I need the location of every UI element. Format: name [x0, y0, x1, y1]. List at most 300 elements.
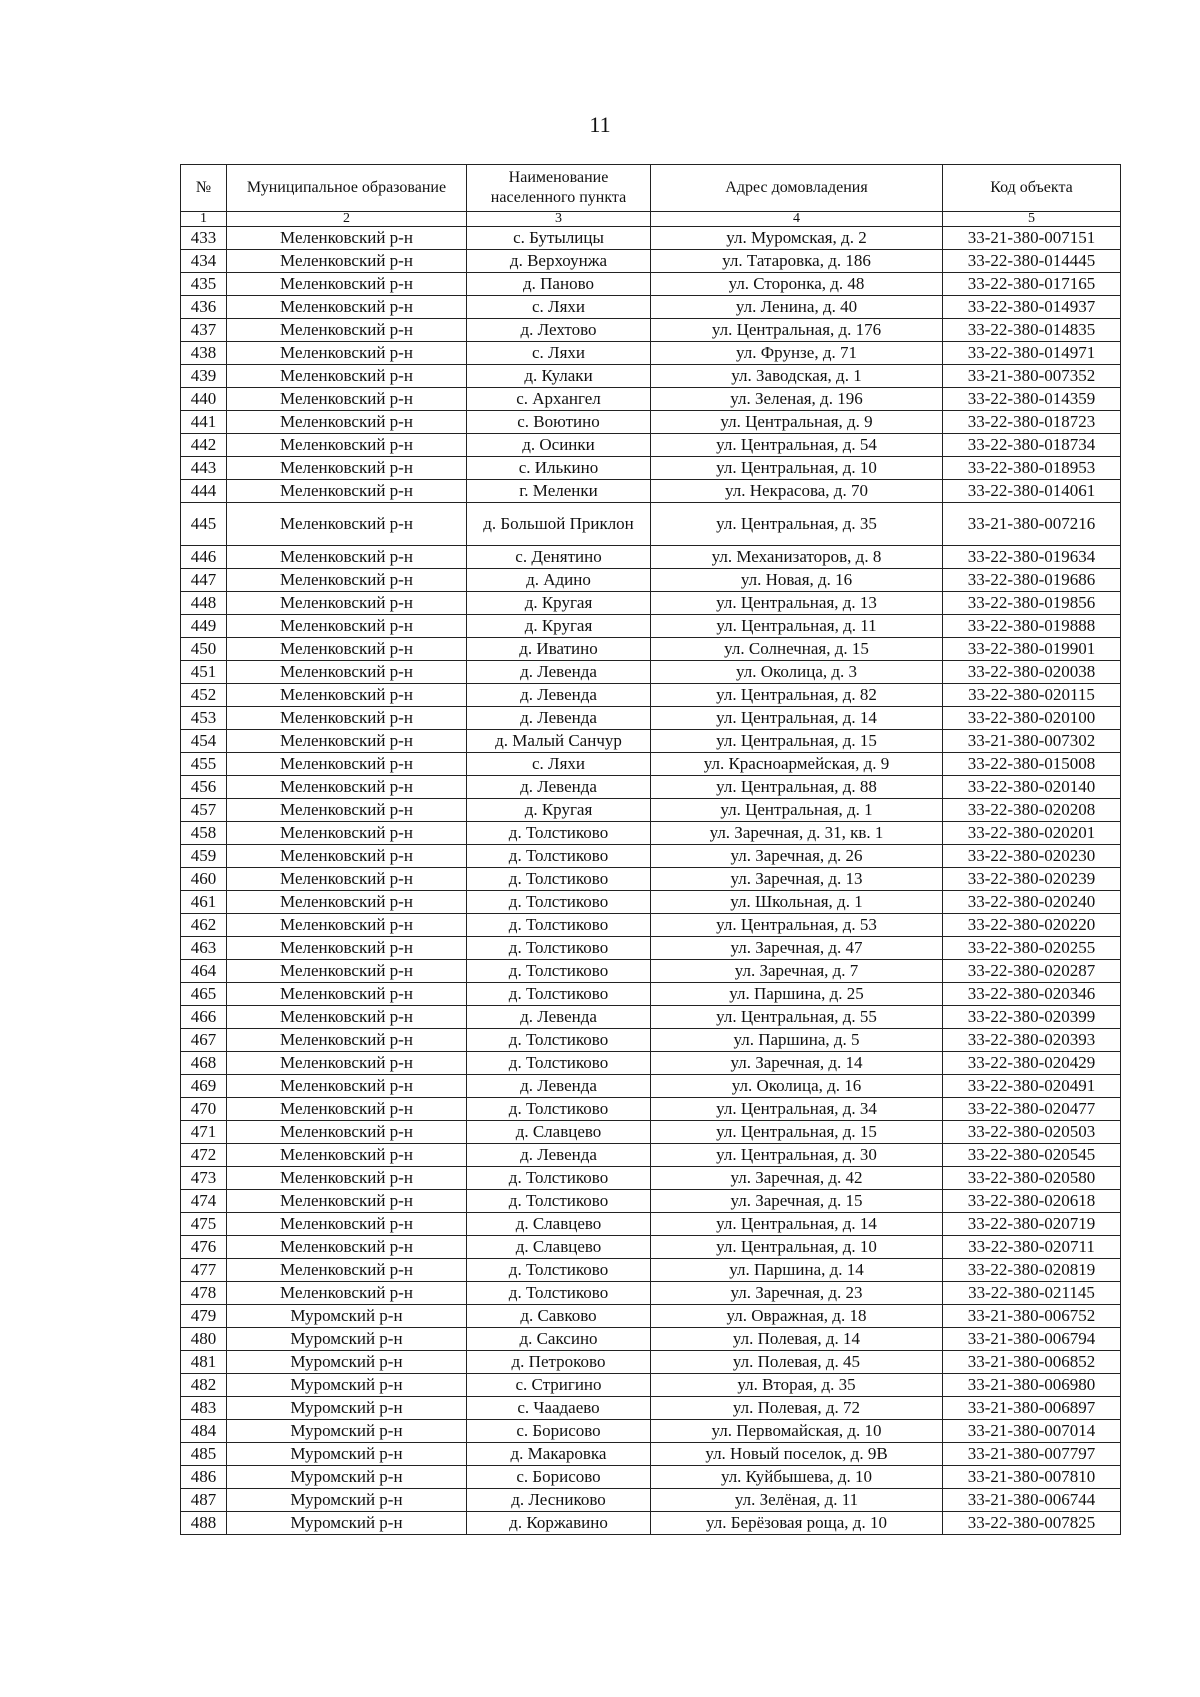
row-number: 453 — [181, 707, 227, 730]
row-number: 462 — [181, 914, 227, 937]
municipality-cell: Меленковский р-н — [227, 822, 467, 845]
column-index: 2 — [227, 212, 467, 227]
settlement-cell: с. Ляхи — [467, 342, 651, 365]
registry-table — [180, 164, 1121, 1535]
settlement-cell: д. Макаровка — [467, 1443, 651, 1466]
table-row — [181, 960, 1121, 983]
address-cell: ул. Центральная, д. 88 — [651, 776, 943, 799]
table-row — [181, 1144, 1121, 1167]
address-cell: ул. Солнечная, д. 15 — [651, 638, 943, 661]
settlement-cell: с. Архангел — [467, 388, 651, 411]
settlement-cell: д. Толстиково — [467, 868, 651, 891]
settlement-cell: д. Славцево — [467, 1121, 651, 1144]
settlement-cell: д. Толстиково — [467, 1190, 651, 1213]
municipality-cell: Муромский р-н — [227, 1466, 467, 1489]
municipality-cell: Меленковский р-н — [227, 227, 467, 250]
address-cell: ул. Заводская, д. 1 — [651, 365, 943, 388]
object-code-cell: 33-21-380-006980 — [943, 1374, 1121, 1397]
table-row — [181, 250, 1121, 273]
address-cell: ул. Механизаторов, д. 8 — [651, 546, 943, 569]
row-number: 445 — [181, 503, 227, 546]
row-number: 443 — [181, 457, 227, 480]
municipality-cell: Муромский р-н — [227, 1397, 467, 1420]
address-cell: ул. Куйбышева, д. 10 — [651, 1466, 943, 1489]
settlement-cell: д. Толстиково — [467, 960, 651, 983]
settlement-cell: д. Савково — [467, 1305, 651, 1328]
row-number: 469 — [181, 1075, 227, 1098]
municipality-cell: Меленковский р-н — [227, 1213, 467, 1236]
object-code-cell: 33-21-380-007302 — [943, 730, 1121, 753]
row-number: 449 — [181, 615, 227, 638]
address-cell: ул. Красноармейская, д. 9 — [651, 753, 943, 776]
address-cell: ул. Центральная, д. 10 — [651, 1236, 943, 1259]
municipality-cell: Меленковский р-н — [227, 937, 467, 960]
row-number: 478 — [181, 1282, 227, 1305]
object-code-cell: 33-22-380-014937 — [943, 296, 1121, 319]
table-row — [181, 753, 1121, 776]
municipality-cell: Меленковский р-н — [227, 296, 467, 319]
table-row — [181, 684, 1121, 707]
object-code-cell: 33-22-380-018734 — [943, 434, 1121, 457]
address-cell: ул. Центральная, д. 10 — [651, 457, 943, 480]
table-row — [181, 1190, 1121, 1213]
settlement-cell: д. Толстиково — [467, 1167, 651, 1190]
municipality-cell: Меленковский р-н — [227, 411, 467, 434]
address-cell: ул. Некрасова, д. 70 — [651, 480, 943, 503]
page-number: 11 — [589, 112, 611, 137]
row-number: 472 — [181, 1144, 227, 1167]
municipality-cell: Меленковский р-н — [227, 891, 467, 914]
municipality-cell: Меленковский р-н — [227, 707, 467, 730]
settlement-cell: д. Иватино — [467, 638, 651, 661]
municipality-cell: Муромский р-н — [227, 1351, 467, 1374]
object-code-cell: 33-22-380-007825 — [943, 1512, 1121, 1535]
address-cell: ул. Берёзовая роща, д. 10 — [651, 1512, 943, 1535]
object-code-cell: 33-21-380-006897 — [943, 1397, 1121, 1420]
object-code-cell: 33-22-380-020038 — [943, 661, 1121, 684]
table-row — [181, 1328, 1121, 1351]
object-code-cell: 33-21-380-006852 — [943, 1351, 1121, 1374]
object-code-cell: 33-22-380-020719 — [943, 1213, 1121, 1236]
table-row — [181, 983, 1121, 1006]
row-number: 454 — [181, 730, 227, 753]
table-row — [181, 1443, 1121, 1466]
row-number: 470 — [181, 1098, 227, 1121]
row-number: 441 — [181, 411, 227, 434]
table-row — [181, 1466, 1121, 1489]
object-code-cell: 33-21-380-006744 — [943, 1489, 1121, 1512]
table-row — [181, 1512, 1121, 1535]
municipality-cell: Меленковский р-н — [227, 569, 467, 592]
address-cell: ул. Центральная, д. 55 — [651, 1006, 943, 1029]
settlement-cell: д. Верхоунжа — [467, 250, 651, 273]
settlement-cell: с. Илькино — [467, 457, 651, 480]
table-row — [181, 434, 1121, 457]
municipality-cell: Меленковский р-н — [227, 1190, 467, 1213]
address-cell: ул. Заречная, д. 26 — [651, 845, 943, 868]
row-number: 481 — [181, 1351, 227, 1374]
municipality-cell: Меленковский р-н — [227, 273, 467, 296]
object-code-cell: 33-21-380-006752 — [943, 1305, 1121, 1328]
address-cell: ул. Заречная, д. 42 — [651, 1167, 943, 1190]
municipality-cell: Меленковский р-н — [227, 1282, 467, 1305]
municipality-cell: Меленковский р-н — [227, 480, 467, 503]
municipality-cell: Меленковский р-н — [227, 868, 467, 891]
row-number: 471 — [181, 1121, 227, 1144]
address-cell: ул. Школьная, д. 1 — [651, 891, 943, 914]
municipality-cell: Меленковский р-н — [227, 1029, 467, 1052]
municipality-cell: Меленковский р-н — [227, 457, 467, 480]
object-code-cell: 33-22-380-020220 — [943, 914, 1121, 937]
header-number: № — [181, 165, 227, 212]
row-number: 438 — [181, 342, 227, 365]
address-cell: ул. Центральная, д. 30 — [651, 1144, 943, 1167]
municipality-cell: Меленковский р-н — [227, 1236, 467, 1259]
address-cell: ул. Центральная, д. 82 — [651, 684, 943, 707]
object-code-cell: 33-22-380-014835 — [943, 319, 1121, 342]
object-code-cell: 33-21-380-006794 — [943, 1328, 1121, 1351]
municipality-cell: Муромский р-н — [227, 1512, 467, 1535]
address-cell: ул. Муромская, д. 2 — [651, 227, 943, 250]
municipality-cell: Меленковский р-н — [227, 388, 467, 411]
table-row — [181, 1374, 1121, 1397]
address-cell: ул. Центральная, д. 15 — [651, 1121, 943, 1144]
settlement-cell: с. Борисово — [467, 1466, 651, 1489]
table-row — [181, 914, 1121, 937]
table-body — [181, 227, 1121, 1535]
settlement-cell: д. Коржавино — [467, 1512, 651, 1535]
settlement-cell: д. Славцево — [467, 1213, 651, 1236]
table-row — [181, 1420, 1121, 1443]
row-number: 466 — [181, 1006, 227, 1029]
table-row — [181, 1305, 1121, 1328]
table-row — [181, 480, 1121, 503]
address-cell: ул. Центральная, д. 54 — [651, 434, 943, 457]
object-code-cell: 33-22-380-020140 — [943, 776, 1121, 799]
municipality-cell: Муромский р-н — [227, 1420, 467, 1443]
row-number: 434 — [181, 250, 227, 273]
object-code-cell: 33-22-380-020239 — [943, 868, 1121, 891]
settlement-cell: д. Левенда — [467, 684, 651, 707]
address-cell: ул. Околица, д. 3 — [651, 661, 943, 684]
settlement-cell: д. Кругая — [467, 592, 651, 615]
address-cell: ул. Новая, д. 16 — [651, 569, 943, 592]
address-cell: ул. Зелёная, д. 11 — [651, 1489, 943, 1512]
row-number: 444 — [181, 480, 227, 503]
settlement-cell: д. Толстиково — [467, 937, 651, 960]
address-cell: ул. Центральная, д. 176 — [651, 319, 943, 342]
address-cell: ул. Центральная, д. 13 — [651, 592, 943, 615]
municipality-cell: Меленковский р-н — [227, 684, 467, 707]
settlement-cell: д. Толстиково — [467, 1098, 651, 1121]
row-number: 440 — [181, 388, 227, 411]
settlement-cell: д. Петроково — [467, 1351, 651, 1374]
object-code-cell: 33-22-380-020393 — [943, 1029, 1121, 1052]
settlement-cell: д. Толстиково — [467, 914, 651, 937]
settlement-cell: д. Паново — [467, 273, 651, 296]
address-cell: ул. Заречная, д. 15 — [651, 1190, 943, 1213]
object-code-cell: 33-21-380-007216 — [943, 503, 1121, 546]
row-number: 448 — [181, 592, 227, 615]
object-code-cell: 33-21-380-007151 — [943, 227, 1121, 250]
table-row — [181, 457, 1121, 480]
row-number: 463 — [181, 937, 227, 960]
settlement-cell: д. Славцево — [467, 1236, 651, 1259]
object-code-cell: 33-22-380-020711 — [943, 1236, 1121, 1259]
row-number: 486 — [181, 1466, 227, 1489]
municipality-cell: Меленковский р-н — [227, 342, 467, 365]
object-code-cell: 33-22-380-017165 — [943, 273, 1121, 296]
municipality-cell: Меленковский р-н — [227, 730, 467, 753]
object-code-cell: 33-22-380-019856 — [943, 592, 1121, 615]
header-settlement: Наименование населенного пункта — [467, 165, 651, 212]
row-number: 477 — [181, 1259, 227, 1282]
table-header-row — [181, 165, 1121, 212]
row-number: 482 — [181, 1374, 227, 1397]
row-number: 476 — [181, 1236, 227, 1259]
object-code-cell: 33-22-380-014445 — [943, 250, 1121, 273]
municipality-cell: Муромский р-н — [227, 1305, 467, 1328]
table-row — [181, 227, 1121, 250]
object-code-cell: 33-22-380-020208 — [943, 799, 1121, 822]
object-code-cell: 33-22-380-019901 — [943, 638, 1121, 661]
settlement-cell: д. Адино — [467, 569, 651, 592]
municipality-cell: Муромский р-н — [227, 1489, 467, 1512]
table-row — [181, 661, 1121, 684]
row-number: 436 — [181, 296, 227, 319]
address-cell: ул. Полевая, д. 14 — [651, 1328, 943, 1351]
row-number: 437 — [181, 319, 227, 342]
row-number: 474 — [181, 1190, 227, 1213]
address-cell: ул. Центральная, д. 34 — [651, 1098, 943, 1121]
table-row — [181, 1213, 1121, 1236]
table-row — [181, 776, 1121, 799]
settlement-cell: с. Воютино — [467, 411, 651, 434]
address-cell: ул. Центральная, д. 14 — [651, 1213, 943, 1236]
table-row — [181, 1397, 1121, 1420]
address-cell: ул. Заречная, д. 31, кв. 1 — [651, 822, 943, 845]
municipality-cell: Меленковский р-н — [227, 983, 467, 1006]
table-row — [181, 569, 1121, 592]
settlement-cell: д. Толстиково — [467, 845, 651, 868]
object-code-cell: 33-22-380-019686 — [943, 569, 1121, 592]
table-row — [181, 1052, 1121, 1075]
table-row — [181, 707, 1121, 730]
object-code-cell: 33-22-380-020429 — [943, 1052, 1121, 1075]
row-number: 458 — [181, 822, 227, 845]
settlement-cell: с. Бутылицы — [467, 227, 651, 250]
row-number: 447 — [181, 569, 227, 592]
municipality-cell: Меленковский р-н — [227, 638, 467, 661]
object-code-cell: 33-22-380-015008 — [943, 753, 1121, 776]
settlement-cell: д. Толстиково — [467, 1052, 651, 1075]
table-row — [181, 730, 1121, 753]
address-cell: ул. Полевая, д. 72 — [651, 1397, 943, 1420]
object-code-cell: 33-22-380-020115 — [943, 684, 1121, 707]
settlement-cell: с. Борисово — [467, 1420, 651, 1443]
address-cell: ул. Центральная, д. 15 — [651, 730, 943, 753]
address-cell: ул. Татаровка, д. 186 — [651, 250, 943, 273]
header-address: Адрес домовладения — [651, 165, 943, 212]
row-number: 475 — [181, 1213, 227, 1236]
municipality-cell: Меленковский р-н — [227, 1144, 467, 1167]
settlement-cell: д. Толстиково — [467, 983, 651, 1006]
municipality-cell: Меленковский р-н — [227, 1075, 467, 1098]
column-index: 1 — [181, 212, 227, 227]
settlement-cell: д. Левенда — [467, 661, 651, 684]
table-row — [181, 937, 1121, 960]
row-number: 433 — [181, 227, 227, 250]
row-number: 465 — [181, 983, 227, 1006]
municipality-cell: Меленковский р-н — [227, 776, 467, 799]
address-cell: ул. Центральная, д. 11 — [651, 615, 943, 638]
settlement-cell: с. Ляхи — [467, 296, 651, 319]
table-row — [181, 411, 1121, 434]
municipality-cell: Меленковский р-н — [227, 753, 467, 776]
table-row — [181, 799, 1121, 822]
settlement-cell: д. Толстиково — [467, 1259, 651, 1282]
object-code-cell: 33-22-380-020399 — [943, 1006, 1121, 1029]
address-cell: ул. Околица, д. 16 — [651, 1075, 943, 1098]
row-number: 455 — [181, 753, 227, 776]
object-code-cell: 33-22-380-014359 — [943, 388, 1121, 411]
settlement-cell: д. Осинки — [467, 434, 651, 457]
row-number: 459 — [181, 845, 227, 868]
settlement-cell: д. Толстиково — [467, 1029, 651, 1052]
column-index-row — [181, 212, 1121, 227]
address-cell: ул. Центральная, д. 9 — [651, 411, 943, 434]
row-number: 483 — [181, 1397, 227, 1420]
settlement-cell: д. Толстиково — [467, 891, 651, 914]
table-row — [181, 546, 1121, 569]
address-cell: ул. Сторонка, д. 48 — [651, 273, 943, 296]
row-number: 450 — [181, 638, 227, 661]
column-index: 5 — [943, 212, 1121, 227]
table-row — [181, 1098, 1121, 1121]
address-cell: ул. Первомайская, д. 10 — [651, 1420, 943, 1443]
object-code-cell: 33-22-380-020346 — [943, 983, 1121, 1006]
address-cell: ул. Центральная, д. 14 — [651, 707, 943, 730]
settlement-cell: с. Ляхи — [467, 753, 651, 776]
row-number: 442 — [181, 434, 227, 457]
address-cell: ул. Паршина, д. 5 — [651, 1029, 943, 1052]
column-index: 3 — [467, 212, 651, 227]
municipality-cell: Меленковский р-н — [227, 1167, 467, 1190]
row-number: 452 — [181, 684, 227, 707]
row-number: 468 — [181, 1052, 227, 1075]
settlement-cell: д. Лесниково — [467, 1489, 651, 1512]
row-number: 439 — [181, 365, 227, 388]
table-row — [181, 891, 1121, 914]
table-row — [181, 342, 1121, 365]
table-row — [181, 1236, 1121, 1259]
table-row — [181, 503, 1121, 546]
address-cell: ул. Фрунзе, д. 71 — [651, 342, 943, 365]
address-cell: ул. Заречная, д. 7 — [651, 960, 943, 983]
address-cell: ул. Паршина, д. 14 — [651, 1259, 943, 1282]
row-number: 488 — [181, 1512, 227, 1535]
municipality-cell: Меленковский р-н — [227, 250, 467, 273]
header-object-code: Код объекта — [943, 165, 1121, 212]
table-row — [181, 1259, 1121, 1282]
address-cell: ул. Заречная, д. 14 — [651, 1052, 943, 1075]
settlement-cell: д. Кулаки — [467, 365, 651, 388]
object-code-cell: 33-22-380-018953 — [943, 457, 1121, 480]
address-cell: ул. Центральная, д. 1 — [651, 799, 943, 822]
row-number: 460 — [181, 868, 227, 891]
municipality-cell: Меленковский р-н — [227, 1006, 467, 1029]
table-row — [181, 1029, 1121, 1052]
address-cell: ул. Заречная, д. 13 — [651, 868, 943, 891]
settlement-cell: д. Кругая — [467, 615, 651, 638]
municipality-cell: Меленковский р-н — [227, 661, 467, 684]
table-row — [181, 1282, 1121, 1305]
municipality-cell: Меленковский р-н — [227, 503, 467, 546]
address-cell: ул. Заречная, д. 47 — [651, 937, 943, 960]
object-code-cell: 33-22-380-019888 — [943, 615, 1121, 638]
object-code-cell: 33-21-380-007810 — [943, 1466, 1121, 1489]
municipality-cell: Муромский р-н — [227, 1328, 467, 1351]
municipality-cell: Меленковский р-н — [227, 914, 467, 937]
row-number: 485 — [181, 1443, 227, 1466]
table-row — [181, 388, 1121, 411]
settlement-cell: д. Лехтово — [467, 319, 651, 342]
municipality-cell: Меленковский р-н — [227, 799, 467, 822]
municipality-cell: Меленковский р-н — [227, 960, 467, 983]
object-code-cell: 33-22-380-021145 — [943, 1282, 1121, 1305]
row-number: 480 — [181, 1328, 227, 1351]
address-cell: ул. Вторая, д. 35 — [651, 1374, 943, 1397]
table-row — [181, 822, 1121, 845]
address-cell: ул. Центральная, д. 53 — [651, 914, 943, 937]
settlement-cell: д. Левенда — [467, 776, 651, 799]
row-number: 456 — [181, 776, 227, 799]
row-number: 473 — [181, 1167, 227, 1190]
object-code-cell: 33-22-380-020240 — [943, 891, 1121, 914]
object-code-cell: 33-22-380-020491 — [943, 1075, 1121, 1098]
object-code-cell: 33-22-380-020618 — [943, 1190, 1121, 1213]
object-code-cell: 33-22-380-020545 — [943, 1144, 1121, 1167]
object-code-cell: 33-22-380-019634 — [943, 546, 1121, 569]
settlement-cell: д. Малый Санчур — [467, 730, 651, 753]
object-code-cell: 33-22-380-018723 — [943, 411, 1121, 434]
row-number: 457 — [181, 799, 227, 822]
table-row — [181, 365, 1121, 388]
object-code-cell: 33-22-380-020255 — [943, 937, 1121, 960]
object-code-cell: 33-22-380-020819 — [943, 1259, 1121, 1282]
municipality-cell: Меленковский р-н — [227, 1121, 467, 1144]
row-number: 467 — [181, 1029, 227, 1052]
settlement-cell: д. Саксино — [467, 1328, 651, 1351]
municipality-cell: Меленковский р-н — [227, 592, 467, 615]
object-code-cell: 33-22-380-020230 — [943, 845, 1121, 868]
address-cell: ул. Заречная, д. 23 — [651, 1282, 943, 1305]
object-code-cell: 33-22-380-020580 — [943, 1167, 1121, 1190]
address-cell: ул. Новый поселок, д. 9В — [651, 1443, 943, 1466]
table-row — [181, 1121, 1121, 1144]
municipality-cell: Меленковский р-н — [227, 365, 467, 388]
settlement-cell: д. Большой Приклон — [467, 503, 651, 546]
row-number: 487 — [181, 1489, 227, 1512]
table-row — [181, 273, 1121, 296]
row-number: 435 — [181, 273, 227, 296]
address-cell: ул. Центральная, д. 35 — [651, 503, 943, 546]
object-code-cell: 33-22-380-014971 — [943, 342, 1121, 365]
table-row — [181, 845, 1121, 868]
object-code-cell: 33-21-380-007352 — [943, 365, 1121, 388]
object-code-cell: 33-22-380-020287 — [943, 960, 1121, 983]
table-row — [181, 592, 1121, 615]
